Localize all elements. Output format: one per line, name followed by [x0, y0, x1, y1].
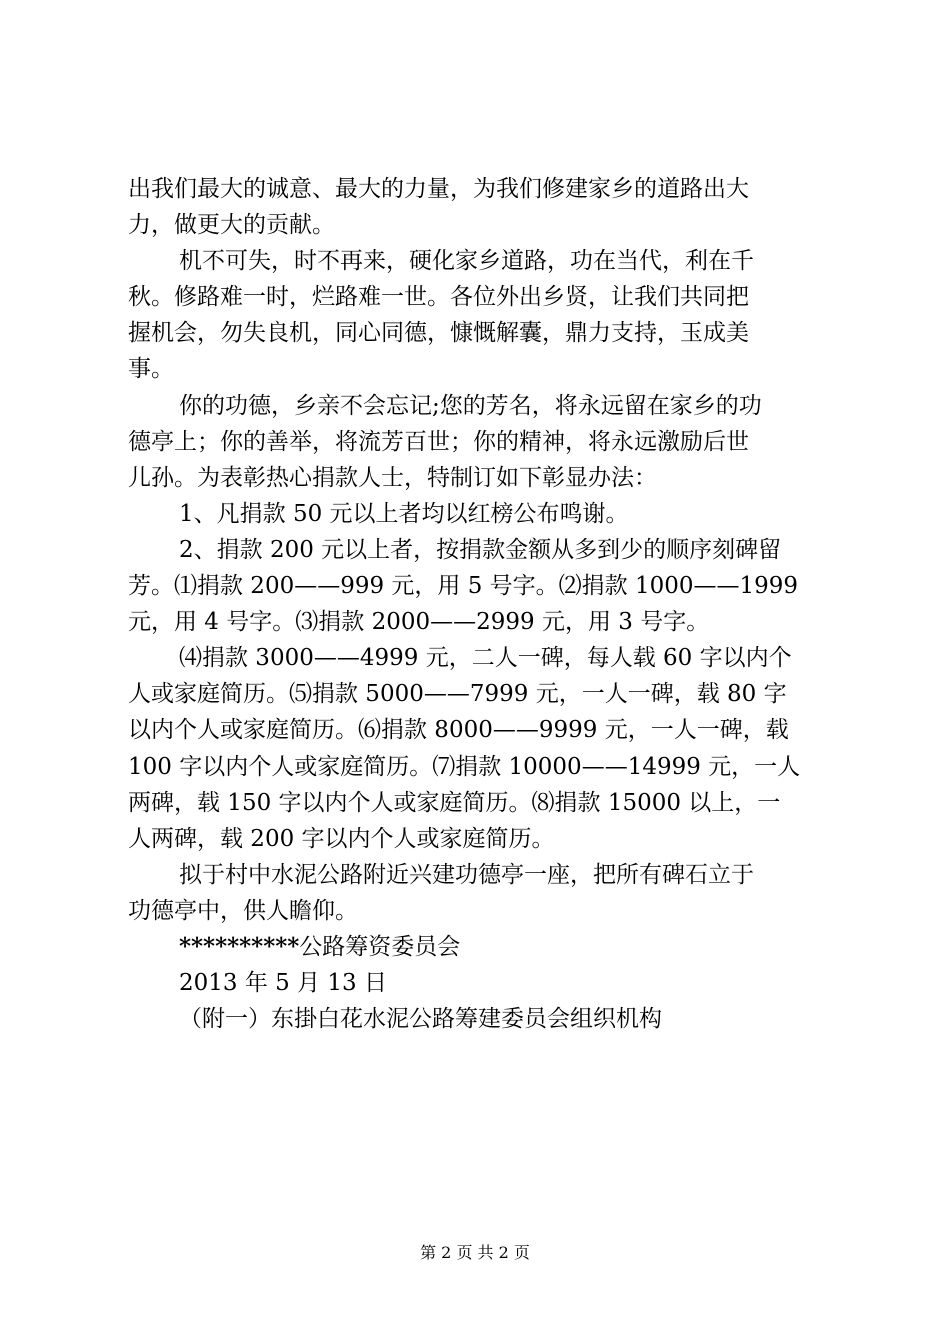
- page-number-footer: 第 2 页 共 2 页: [420, 1243, 530, 1262]
- body-line: 你的功德，乡亲不会忘记;您的芳名，将永远留在家乡的功: [179, 392, 762, 419]
- body-line: 机不可失，时不再来，硬化家乡道路，功在当代，利在千: [179, 248, 754, 275]
- body-line: 2、捐款 200 元以上者，按捐款金额从多到少的顺序刻碑留: [179, 536, 782, 563]
- body-line: 秋。修路难一时，烂路难一世。各位外出乡贤，让我们共同把: [128, 284, 749, 311]
- document-body: [128, 171, 836, 1037]
- signature-org: 公路筹资委员会: [299, 933, 461, 960]
- body-line: 功德亭中，供人瞻仰。: [128, 897, 358, 924]
- body-line: 1、凡捐款 50 元以上者均以红榜公布鸣谢。: [179, 500, 629, 527]
- body-line: 拟于村中水泥公路附近兴建功德亭一座，把所有碑石立于: [179, 861, 754, 888]
- body-line: 100 字以内个人或家庭简历。⑺捐款 10000——14999 元，一人: [128, 753, 801, 780]
- body-line: 德亭上；你的善举，将流芳百世；你的精神，将永远激励后世: [128, 428, 749, 455]
- body-line: 人两碑，载 200 字以内个人或家庭简历。: [128, 825, 555, 852]
- signature-line: [128, 929, 836, 965]
- body-line: 事。: [128, 356, 174, 383]
- signature-stars: **********: [179, 932, 300, 960]
- body-line: 两碑，载 150 字以内个人或家庭简历。⑻捐款 15000 以上，一: [128, 789, 781, 816]
- appendix-line: （附一）东掛白花水泥公路筹建委员会组织机构: [179, 1006, 662, 1033]
- body-line: 儿孙。为表彰热心捐款人士，特制订如下彰显办法：: [128, 464, 657, 491]
- body-line: ⑷捐款 3000——4999 元，二人一碑，每人载 60 字以内个: [179, 645, 792, 672]
- body-line: 以内个人或家庭简历。⑹捐款 8000——9999 元，一人一碑，载: [128, 717, 789, 744]
- body-line: 力，做更大的贡献。: [128, 212, 335, 239]
- body-line: 出我们最大的诚意、最大的力量，为我们修建家乡的道路出大: [128, 176, 749, 202]
- body-line: 人或家庭简历。⑸捐款 5000——7999 元，一人一碑，载 80 字: [128, 681, 787, 708]
- body-line: 元，用 4 号字。⑶捐款 2000——2999 元，用 3 号字。: [128, 609, 710, 636]
- date-line: 2013 年 5 月 13 日: [179, 970, 387, 997]
- body-line: 握机会，勿失良机，同心同德，慷慨解囊，鼎力支持，玉成美: [128, 320, 749, 347]
- body-line: 芳。⑴捐款 200——999 元，用 5 号字。⑵捐款 1000——1999: [128, 573, 799, 600]
